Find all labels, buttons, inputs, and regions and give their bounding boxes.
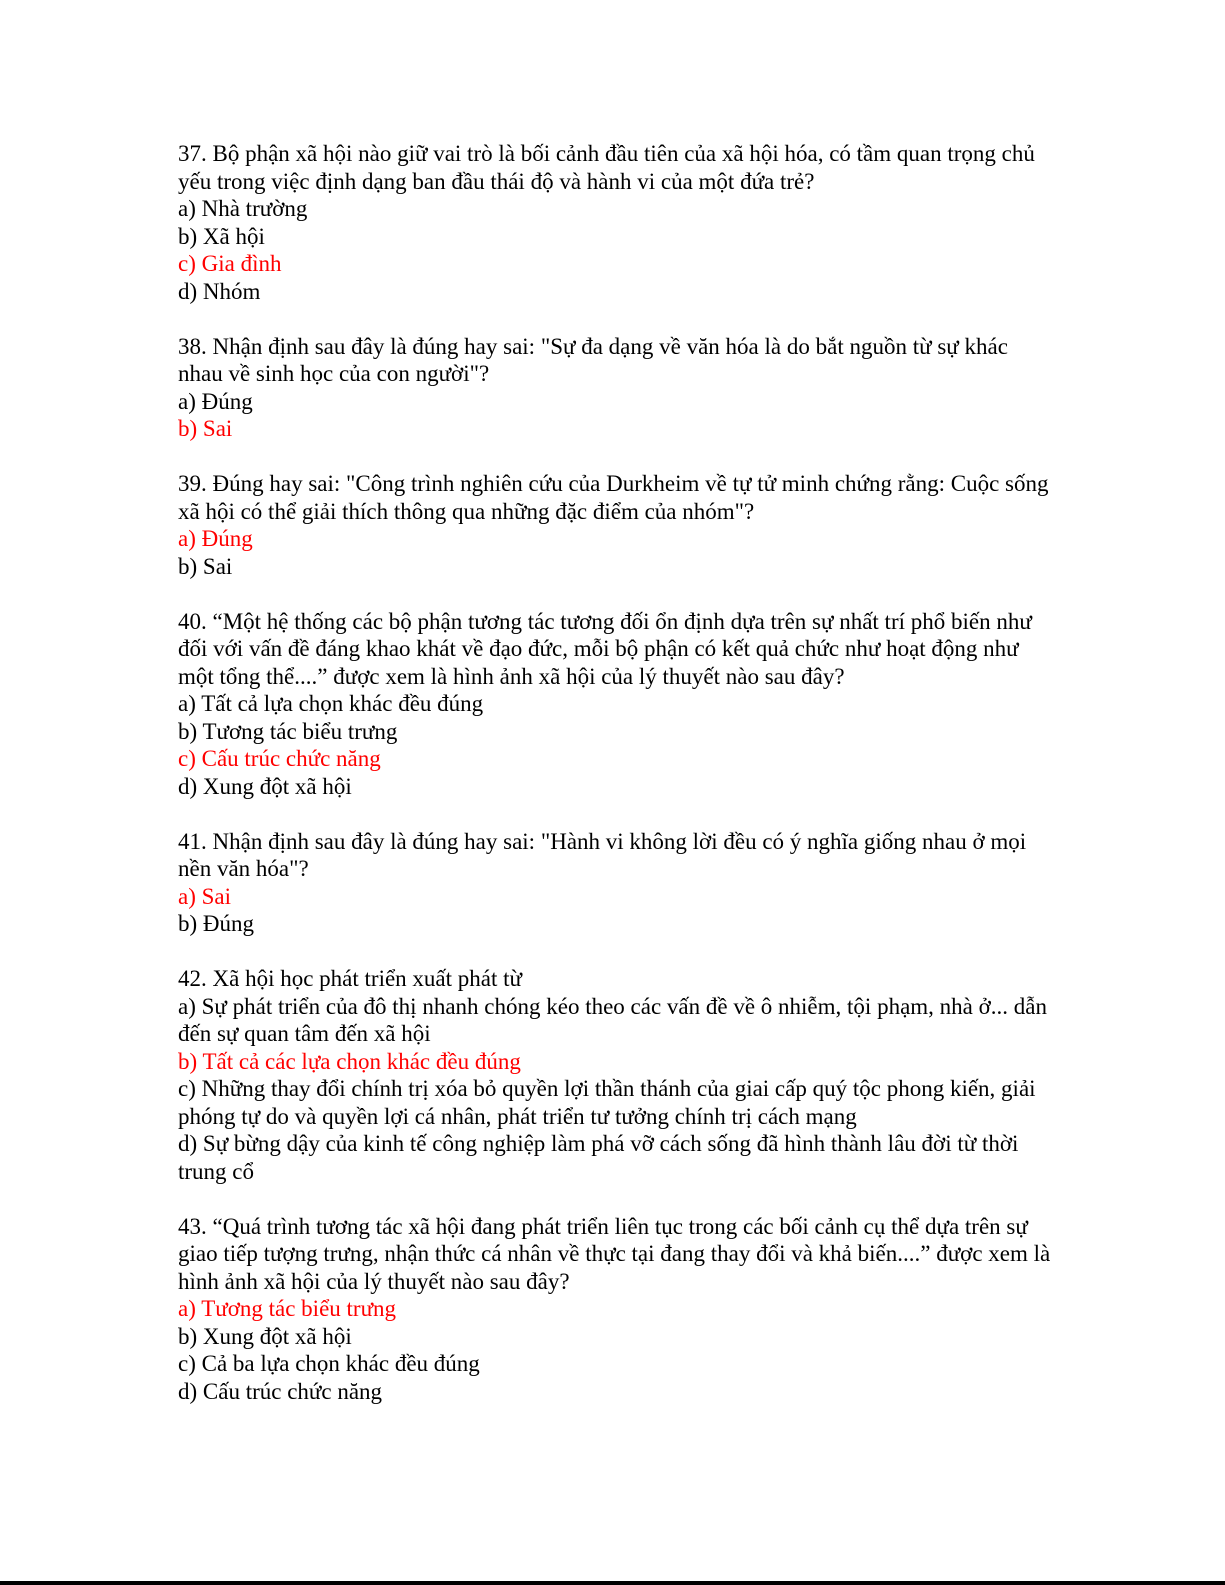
option-b-correct: b) Tất cả các lựa chọn khác đều đúng xyxy=(178,1048,521,1074)
question-42 xyxy=(178,965,1058,1185)
option-b: b) Xung đột xã hội xyxy=(178,1323,352,1349)
question-text: 43. “Quá trình tương tác xã hội đang phát triển liên tục trong các bối cảnh cụ thể dựa trên sự giao tiếp tượng trưng, nhận thức cá nhân về thực tại đang thay đổi và khả biến....” được xem là hình ảnh xã hội của lý thuyết nào sau đây? xyxy=(178,1213,1051,1294)
option-a: a) Đúng xyxy=(178,388,253,414)
question-38 xyxy=(178,333,1058,443)
question-text: 40. “Một hệ thống các bộ phận tương tác tương đối ổn định dựa trên sự nhất trí phổ biến như đối với vấn đề đáng khao khát về đạo đức, mỗi bộ phận có kết quả chức như hoạt động như một tổng thể....” được xem là hình ảnh xã hội của lý thuyết nào sau đây? xyxy=(178,608,1032,689)
question-text: 37. Bộ phận xã hội nào giữ vai trò là bối cảnh đầu tiên của xã hội hóa, có tầm quan trọng chủ yếu trong việc định dạng ban đầu thái độ và hành vi của một đứa trẻ? xyxy=(178,141,1035,194)
option-d: d) Sự bừng dậy của kinh tế công nghiệp làm phá vỡ cách sống đã hình thành lâu đời từ thời trung cổ xyxy=(178,1131,1019,1184)
option-c-correct: c) Cấu trúc chức năng xyxy=(178,746,381,771)
question-text: 41. Nhận định sau đây là đúng hay sai: "Hành vi không lời đều có ý nghĩa giống nhau ở mọi nền văn hóa"? xyxy=(178,828,1027,881)
option-c: c) Những thay đổi chính trị xóa bỏ quyền lợi thần thánh của giai cấp quý tộc phong kiến, giải phóng tự do và quyền lợi cá nhân, phát triển tư tưởng chính trị cách mạng xyxy=(178,1076,1036,1129)
option-b: b) Tương tác biểu trưng xyxy=(178,718,398,744)
option-a: a) Sự phát triển của đô thị nhanh chóng kéo theo các vấn đề về ô nhiễm, tội phạm, nhà ở... dẫn đến sự quan tâm đến xã hội xyxy=(178,993,1047,1046)
option-a-correct: a) Tương tác biểu trưng xyxy=(178,1296,397,1321)
page-bottom-border xyxy=(0,1581,1225,1585)
option-d: d) Xung đột xã hội xyxy=(178,773,352,799)
option-a: a) Tất cả lựa chọn khác đều đúng xyxy=(178,691,484,716)
question-43 xyxy=(178,1213,1058,1406)
option-c: c) Cả ba lựa chọn khác đều đúng xyxy=(178,1351,480,1376)
question-40 xyxy=(178,608,1058,801)
option-b: b) Sai xyxy=(178,553,233,579)
option-d: d) Nhóm xyxy=(178,278,261,304)
question-41 xyxy=(178,828,1058,938)
question-text: 39. Đúng hay sai: "Công trình nghiên cứu của Durkheim về tự tử minh chứng rằng: Cuộc sống xã hội có thể giải thích thông qua những đặc điểm của nhóm"? xyxy=(178,471,1049,524)
question-text: 42. Xã hội học phát triển xuất phát từ xyxy=(178,966,522,991)
option-b-correct: b) Sai xyxy=(178,416,233,441)
question-text: 38. Nhận định sau đây là đúng hay sai: "Sự đa dạng về văn hóa là do bắt nguồn từ sự khác nhau về sinh học của con người"? xyxy=(178,333,1008,386)
option-d: d) Cấu trúc chức năng xyxy=(178,1378,383,1404)
option-c-correct: c) Gia đình xyxy=(178,251,282,276)
question-list xyxy=(178,140,1058,1433)
question-37 xyxy=(178,140,1058,305)
question-39 xyxy=(178,470,1058,580)
option-a-correct: a) Đúng xyxy=(178,526,253,551)
option-a-correct: a) Sai xyxy=(178,883,232,909)
option-b: b) Đúng xyxy=(178,911,255,936)
option-a: a) Nhà trường xyxy=(178,196,308,221)
option-b: b) Xã hội xyxy=(178,223,265,249)
